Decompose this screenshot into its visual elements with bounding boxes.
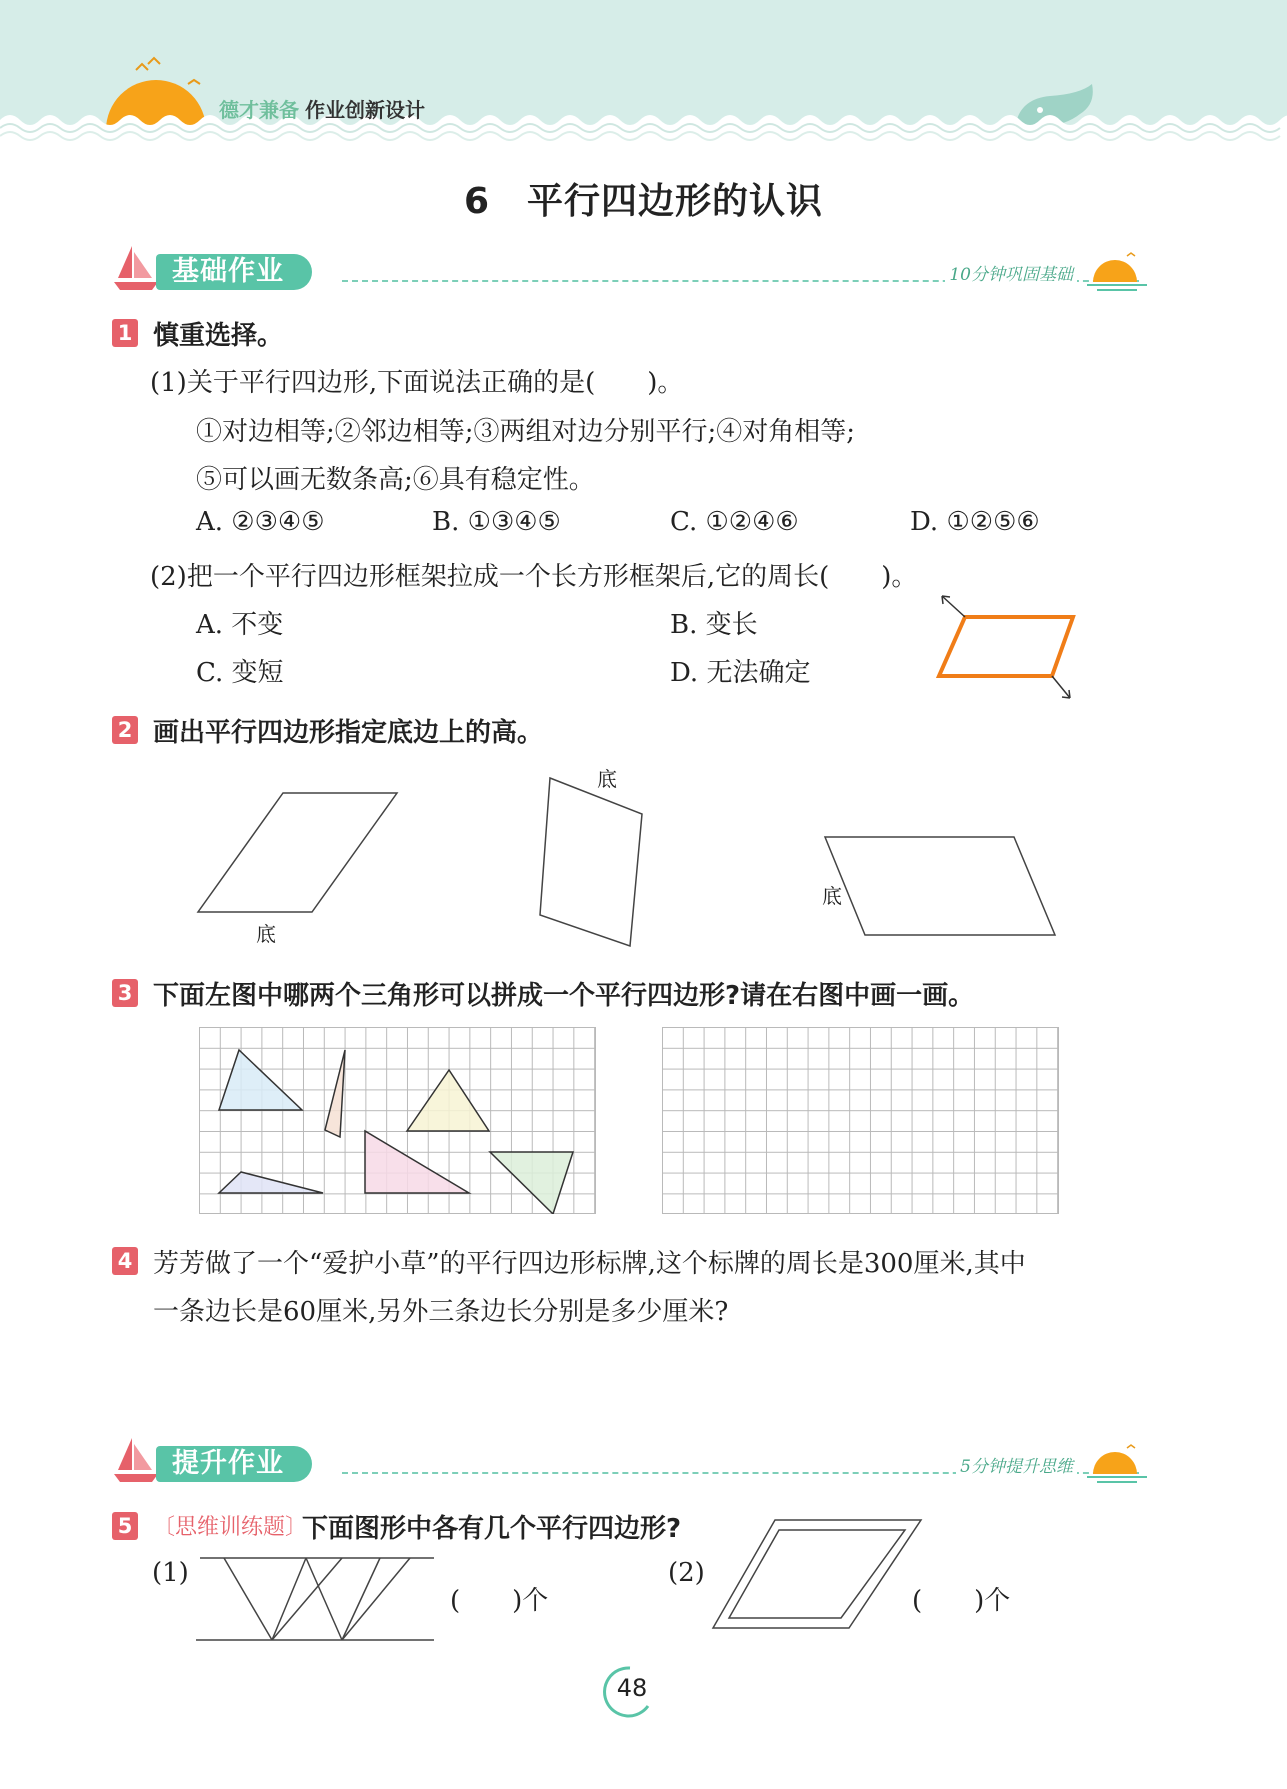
brand-secondary: 作业创新设计 bbox=[305, 98, 425, 122]
question-3-prompt: 下面左图中哪两个三角形可以拼成一个平行四边形?请在右图中画一画。 bbox=[153, 981, 975, 1011]
sailboat-icon bbox=[112, 1436, 160, 1486]
question-1-sub2: (2)把一个平行四边形框架拉成一个长方形框架后,它的周长( )。 bbox=[150, 562, 918, 592]
question-5-tag: 〔思维训练题〕 bbox=[153, 1515, 308, 1540]
question-1-prompt: 慎重选择。 bbox=[153, 321, 284, 351]
section-label: 提升作业 bbox=[156, 1446, 312, 1482]
question-5-part2-label: (2) bbox=[668, 1558, 705, 1588]
answer-blank-2[interactable]: ( )个 bbox=[912, 1586, 1011, 1616]
section-banner-advanced bbox=[112, 1442, 1147, 1492]
question-1-sub1-line1: ①对边相等;②邻边相等;③两组对边分别平行;④对角相等; bbox=[196, 417, 856, 447]
question-5-part1-label: (1) bbox=[152, 1558, 189, 1588]
parallelogram-1 bbox=[190, 780, 410, 920]
question-4-line2: 一条边长是60厘米,另外三条边长分别是多少厘米? bbox=[153, 1297, 729, 1327]
section-label: 基础作业 bbox=[156, 254, 312, 290]
question-4-line1: 芳芳做了一个“爱护小草”的平行四边形标牌,这个标牌的周长是300厘米,其中 bbox=[153, 1249, 1026, 1279]
question-5-prompt: 下面图形中各有几个平行四边形? bbox=[302, 1514, 682, 1544]
question-2-prompt: 画出平行四边形指定底边上的高。 bbox=[153, 718, 544, 748]
sun-icon bbox=[1087, 1444, 1147, 1484]
option-c[interactable]: C. ①②④⑥ bbox=[670, 507, 799, 537]
base-label: 底 bbox=[597, 767, 617, 791]
answer-blank-1[interactable]: ( )个 bbox=[450, 1586, 549, 1616]
header-wave-border bbox=[0, 110, 1287, 160]
question-number-5: 5 bbox=[112, 1512, 138, 1540]
question-number-4: 4 bbox=[112, 1247, 138, 1275]
figure-5-1 bbox=[190, 1548, 440, 1648]
base-label: 底 bbox=[822, 884, 842, 908]
option-c[interactable]: C. 变短 bbox=[196, 658, 284, 688]
page-title: 6 平行四边形的认识 bbox=[463, 181, 824, 222]
triangles-figure bbox=[199, 1027, 596, 1214]
question-1-sub1: (1)关于平行四边形,下面说法正确的是( )。 bbox=[150, 368, 684, 398]
sailboat-icon bbox=[112, 244, 160, 294]
parallelogram-frame-figure bbox=[930, 590, 1080, 705]
question-number-3: 3 bbox=[112, 979, 138, 1007]
parallelogram-3 bbox=[815, 830, 1065, 940]
section-tip: 5分钟提升思维 bbox=[956, 1452, 1077, 1477]
brand-primary: 德才兼备 bbox=[219, 98, 299, 122]
base-label: 底 bbox=[256, 922, 276, 946]
option-d[interactable]: D. 无法确定 bbox=[670, 658, 811, 688]
section-banner-basic bbox=[112, 250, 1147, 300]
option-b[interactable]: B. 变长 bbox=[670, 610, 758, 640]
option-a[interactable]: A. ②③④⑤ bbox=[196, 507, 325, 537]
drawing-grid[interactable] bbox=[662, 1027, 1059, 1214]
sun-icon bbox=[1087, 252, 1147, 292]
brand bbox=[219, 94, 425, 123]
figure-5-2 bbox=[705, 1510, 935, 1635]
option-d[interactable]: D. ①②⑤⑥ bbox=[910, 507, 1040, 537]
option-b[interactable]: B. ①③④⑤ bbox=[432, 507, 561, 537]
parallelogram-2 bbox=[530, 770, 650, 950]
option-a[interactable]: A. 不变 bbox=[196, 610, 284, 640]
question-number-2: 2 bbox=[112, 716, 138, 744]
question-number-1: 1 bbox=[112, 319, 138, 347]
page-number: 48 bbox=[616, 1674, 648, 1702]
section-tip: 10分钟巩固基础 bbox=[945, 260, 1077, 285]
question-1-sub1-line2: ⑤可以画无数条高;⑥具有稳定性。 bbox=[196, 465, 595, 495]
